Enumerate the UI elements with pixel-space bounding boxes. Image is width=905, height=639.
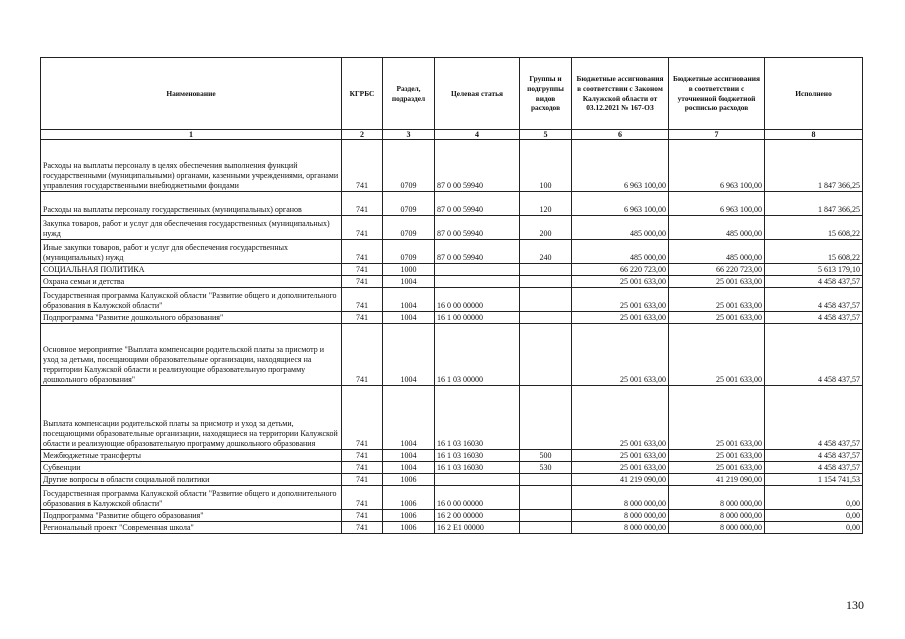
cell-section: 0709	[383, 240, 435, 264]
cell-budget-law: 485 000,00	[572, 216, 669, 240]
cell-budget-law: 25 001 633,00	[572, 386, 669, 450]
cell-budget-updated: 6 963 100,00	[669, 192, 765, 216]
cell-section: 0709	[383, 192, 435, 216]
table-row	[41, 240, 863, 264]
table-row	[41, 522, 863, 534]
cell-group	[520, 510, 572, 522]
column-number: 5	[520, 130, 572, 140]
table-row	[41, 288, 863, 312]
cell-budget-law: 25 001 633,00	[572, 288, 669, 312]
cell-kgrbs: 741	[342, 462, 383, 474]
cell-name: Государственная программа Калужской области "Развитие общего и дополнительного образования в Калужской области"	[41, 486, 342, 510]
cell-name: Подпрограмма "Развитие дошкольного образования"	[41, 312, 342, 324]
cell-section: 1004	[383, 312, 435, 324]
table-row	[41, 140, 863, 192]
cell-executed: 1 847 366,25	[765, 140, 863, 192]
cell-kgrbs: 741	[342, 486, 383, 510]
cell-section: 0709	[383, 216, 435, 240]
cell-target: 16 2 00 00000	[435, 510, 520, 522]
cell-executed: 0,00	[765, 486, 863, 510]
cell-kgrbs: 741	[342, 240, 383, 264]
cell-group: 530	[520, 462, 572, 474]
cell-section: 0709	[383, 140, 435, 192]
cell-budget-law: 25 001 633,00	[572, 312, 669, 324]
cell-group	[520, 312, 572, 324]
cell-group	[520, 386, 572, 450]
table-row	[41, 192, 863, 216]
cell-group: 120	[520, 192, 572, 216]
header-groups: Группы и подгруппы видов расходов	[520, 58, 572, 130]
table-row	[41, 510, 863, 522]
cell-group	[520, 486, 572, 510]
cell-group: 100	[520, 140, 572, 192]
cell-kgrbs: 741	[342, 140, 383, 192]
cell-kgrbs: 741	[342, 192, 383, 216]
cell-executed: 1 847 366,25	[765, 192, 863, 216]
cell-name: Охрана семьи и детства	[41, 276, 342, 288]
cell-target: 87 0 00 59940	[435, 240, 520, 264]
table-row	[41, 216, 863, 240]
cell-group: 200	[520, 216, 572, 240]
cell-kgrbs: 741	[342, 324, 383, 386]
table-header	[41, 58, 863, 140]
cell-name: Расходы на выплаты персоналу государственных (муниципальных) органов	[41, 192, 342, 216]
column-number: 6	[572, 130, 669, 140]
cell-budget-updated: 41 219 090,00	[669, 474, 765, 486]
cell-executed: 4 458 437,57	[765, 462, 863, 474]
cell-section: 1006	[383, 522, 435, 534]
cell-budget-law: 66 220 723,00	[572, 264, 669, 276]
cell-budget-law: 485 000,00	[572, 240, 669, 264]
cell-target: 16 1 03 00000	[435, 324, 520, 386]
cell-budget-updated: 25 001 633,00	[669, 462, 765, 474]
cell-budget-updated: 25 001 633,00	[669, 324, 765, 386]
cell-target: 16 1 03 16030	[435, 462, 520, 474]
cell-target: 16 1 03 16030	[435, 450, 520, 462]
cell-budget-updated: 66 220 723,00	[669, 264, 765, 276]
budget-table	[40, 57, 863, 534]
cell-budget-law: 25 001 633,00	[572, 462, 669, 474]
cell-executed: 4 458 437,57	[765, 324, 863, 386]
cell-budget-updated: 25 001 633,00	[669, 288, 765, 312]
cell-executed: 15 608,22	[765, 240, 863, 264]
cell-budget-law: 41 219 090,00	[572, 474, 669, 486]
cell-name: Государственная программа Калужской области "Развитие общего и дополнительного образования в Калужской области"	[41, 288, 342, 312]
cell-executed: 4 458 437,57	[765, 276, 863, 288]
cell-target: 16 0 00 00000	[435, 288, 520, 312]
header-name: Наименование	[41, 58, 342, 130]
table-row	[41, 324, 863, 386]
cell-kgrbs: 741	[342, 216, 383, 240]
budget-report-sheet	[40, 57, 863, 534]
column-number: 7	[669, 130, 765, 140]
cell-budget-updated: 485 000,00	[669, 216, 765, 240]
cell-kgrbs: 741	[342, 264, 383, 276]
cell-target	[435, 474, 520, 486]
cell-kgrbs: 741	[342, 522, 383, 534]
cell-budget-updated: 25 001 633,00	[669, 312, 765, 324]
cell-section: 1004	[383, 386, 435, 450]
column-number: 8	[765, 130, 863, 140]
cell-target: 16 1 03 16030	[435, 386, 520, 450]
cell-section: 1000	[383, 264, 435, 276]
cell-executed: 4 458 437,57	[765, 312, 863, 324]
cell-kgrbs: 741	[342, 450, 383, 462]
column-number: 2	[342, 130, 383, 140]
column-number: 3	[383, 130, 435, 140]
cell-section: 1004	[383, 288, 435, 312]
cell-section: 1004	[383, 462, 435, 474]
cell-section: 1006	[383, 474, 435, 486]
cell-target	[435, 276, 520, 288]
cell-kgrbs: 741	[342, 386, 383, 450]
cell-kgrbs: 741	[342, 276, 383, 288]
cell-budget-law: 25 001 633,00	[572, 324, 669, 386]
cell-target	[435, 264, 520, 276]
cell-executed: 1 154 741,53	[765, 474, 863, 486]
cell-budget-updated: 8 000 000,00	[669, 510, 765, 522]
cell-group	[520, 288, 572, 312]
cell-target: 87 0 00 59940	[435, 216, 520, 240]
cell-target: 16 2 E1 00000	[435, 522, 520, 534]
cell-name: Закупка товаров, работ и услуг для обеспечения государственных (муниципальных) нужд	[41, 216, 342, 240]
header-budget-updated: Бюджетные ассигнования в соответствии с уточненной бюджетной росписью расходов	[669, 58, 765, 130]
cell-budget-law: 6 963 100,00	[572, 192, 669, 216]
cell-group	[520, 264, 572, 276]
cell-executed: 4 458 437,57	[765, 450, 863, 462]
table-row	[41, 312, 863, 324]
cell-name: Региональный проект "Современная школа"	[41, 522, 342, 534]
cell-budget-updated: 485 000,00	[669, 240, 765, 264]
header-budget-law: Бюджетные ассигнования в соответствии с Законом Калужской области от 03.12.2021 № 167-ОЗ	[572, 58, 669, 130]
cell-budget-updated: 25 001 633,00	[669, 386, 765, 450]
cell-target: 16 0 00 00000	[435, 486, 520, 510]
cell-group	[520, 324, 572, 386]
cell-section: 1004	[383, 276, 435, 288]
cell-budget-law: 25 001 633,00	[572, 450, 669, 462]
cell-target: 16 1 00 00000	[435, 312, 520, 324]
cell-budget-updated: 25 001 633,00	[669, 450, 765, 462]
cell-name: Другие вопросы в области социальной политики	[41, 474, 342, 486]
cell-target: 87 0 00 59940	[435, 192, 520, 216]
cell-budget-law: 8 000 000,00	[572, 486, 669, 510]
cell-name: Межбюджетные трансферты	[41, 450, 342, 462]
cell-section: 1004	[383, 450, 435, 462]
header-kgrbs: КГРБС	[342, 58, 383, 130]
cell-budget-updated: 6 963 100,00	[669, 140, 765, 192]
header-target: Целевая статья	[435, 58, 520, 130]
cell-group	[520, 522, 572, 534]
cell-kgrbs: 741	[342, 312, 383, 324]
table-row	[41, 276, 863, 288]
cell-executed: 15 608,22	[765, 216, 863, 240]
cell-budget-law: 6 963 100,00	[572, 140, 669, 192]
table-row	[41, 264, 863, 276]
cell-executed: 4 458 437,57	[765, 386, 863, 450]
cell-section: 1004	[383, 324, 435, 386]
cell-budget-law: 25 001 633,00	[572, 276, 669, 288]
cell-name: Субвенции	[41, 462, 342, 474]
cell-budget-updated: 8 000 000,00	[669, 486, 765, 510]
cell-name: Иные закупки товаров, работ и услуг для обеспечения государственных (муниципальных) нужд	[41, 240, 342, 264]
cell-budget-law: 8 000 000,00	[572, 510, 669, 522]
table-row	[41, 462, 863, 474]
header-section: Раздел, подраздел	[383, 58, 435, 130]
header-executed: Исполнено	[765, 58, 863, 130]
cell-budget-law: 8 000 000,00	[572, 522, 669, 534]
table-body	[41, 140, 863, 534]
cell-name: Подпрограмма "Развитие общего образования"	[41, 510, 342, 522]
cell-kgrbs: 741	[342, 474, 383, 486]
cell-executed: 4 458 437,57	[765, 288, 863, 312]
cell-name: Выплата компенсации родительской платы за присмотр и уход за детьми, посещающими образовательные организации, находящиеся на территории Калужской области и реализующие образовательную программу дошкольного образования	[41, 386, 342, 450]
cell-executed: 5 613 179,10	[765, 264, 863, 276]
column-number: 4	[435, 130, 520, 140]
column-number: 1	[41, 130, 342, 140]
cell-name: СОЦИАЛЬНАЯ ПОЛИТИКА	[41, 264, 342, 276]
cell-group	[520, 276, 572, 288]
cell-group: 500	[520, 450, 572, 462]
table-row	[41, 386, 863, 450]
cell-target: 87 0 00 59940	[435, 140, 520, 192]
cell-budget-updated: 8 000 000,00	[669, 522, 765, 534]
table-row	[41, 450, 863, 462]
cell-name: Расходы на выплаты персоналу в целях обеспечения выполнения функций государственными (муниципальными) органами, казенными учреждениями, органами управления государственными внебюджетными фондами	[41, 140, 342, 192]
cell-budget-updated: 25 001 633,00	[669, 276, 765, 288]
page-number: 130	[846, 598, 864, 612]
cell-section: 1006	[383, 510, 435, 522]
cell-name: Основное мероприятие "Выплата компенсации родительской платы за присмотр и уход за детьми, посещающими образовательные организации, находящиеся на территории Калужской области и реализующие образовательную программу дошкольного образования"	[41, 324, 342, 386]
cell-section: 1006	[383, 486, 435, 510]
cell-executed: 0,00	[765, 522, 863, 534]
cell-kgrbs: 741	[342, 510, 383, 522]
table-row	[41, 474, 863, 486]
cell-executed: 0,00	[765, 510, 863, 522]
cell-kgrbs: 741	[342, 288, 383, 312]
table-row	[41, 486, 863, 510]
cell-group: 240	[520, 240, 572, 264]
cell-group	[520, 474, 572, 486]
